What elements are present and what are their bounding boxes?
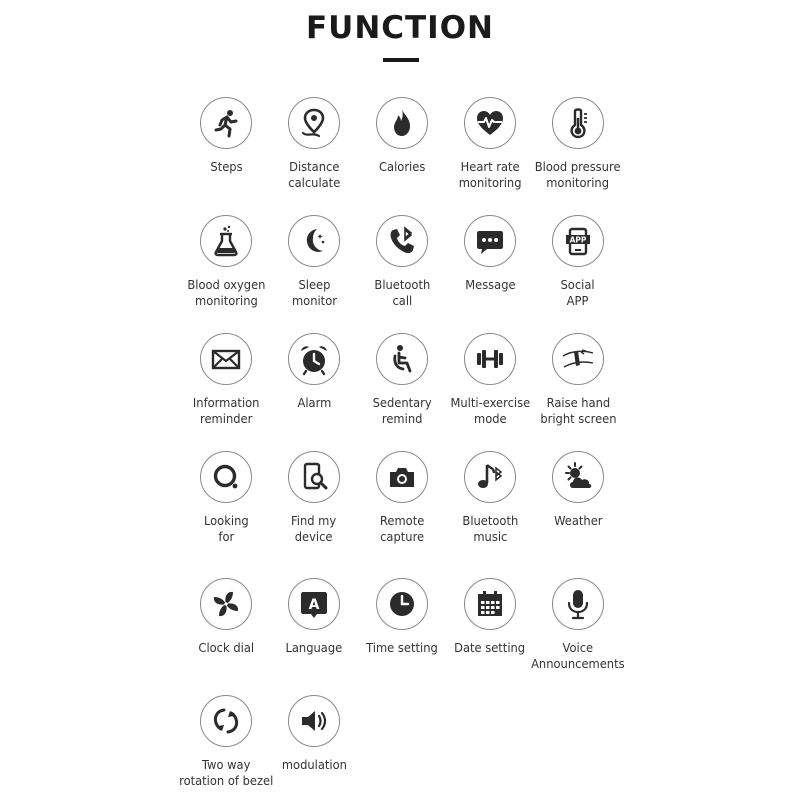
bluetooth-phone-icon: [376, 215, 428, 267]
running-person-icon: [200, 97, 252, 149]
camera-icon: [376, 451, 428, 503]
feature-label-line: Voice: [562, 640, 594, 655]
feature-label-line: APP: [567, 293, 589, 308]
letter-a-icon: [288, 578, 340, 630]
clock-icon: [376, 578, 428, 630]
feature-label-line: Blood pressure: [535, 159, 621, 174]
feature-label-line: Steps: [209, 159, 243, 174]
feature-label-line: modulation: [281, 757, 347, 772]
sun-cloud-icon: [552, 451, 604, 503]
feature-label: [374, 277, 430, 309]
feature-label-line: Message: [464, 277, 516, 292]
feature-label: [193, 395, 260, 427]
feature-label-line: Time setting: [366, 640, 438, 655]
feature-label: [465, 277, 515, 293]
feature-label: [380, 513, 424, 545]
feature-label-line: Sleep: [298, 277, 330, 292]
feature-label: [366, 640, 438, 656]
feature-label: [297, 395, 331, 411]
thermometer-icon: [552, 97, 604, 149]
feature-label-line: Social: [560, 277, 596, 292]
feature-label-line: mode: [473, 411, 507, 426]
feature-label-line: Multi-exercise: [450, 395, 530, 410]
feature-label: [198, 640, 254, 656]
feature-label-line: Date setting: [454, 640, 526, 655]
feature-label-line: bright screen: [539, 411, 617, 426]
feature-label-line: call: [392, 293, 412, 308]
feature-label: [288, 159, 340, 191]
flame-icon: [376, 97, 428, 149]
feature-label-line: Weather: [553, 513, 603, 528]
feature-label: [462, 513, 518, 545]
wrist-watch-icon: [552, 333, 604, 385]
feature-label-line: Bluetooth: [462, 513, 518, 528]
page-title: FUNCTION: [305, 10, 495, 46]
feature-label: [540, 395, 616, 427]
feature-label-line: calculate: [287, 175, 341, 190]
feature-label-line: remind: [381, 411, 423, 426]
feature-label-line: Blood oxygen: [186, 277, 266, 292]
feature-label-line: Announcements: [531, 656, 625, 671]
alarm-clock-icon: [288, 333, 340, 385]
heart-pulse-icon: [464, 97, 516, 149]
feature-label-line: Sedentary: [372, 395, 432, 410]
feature-label: [291, 513, 336, 545]
feature-label-line: rotation of bezel: [178, 773, 274, 788]
feature-label-line: Raise hand: [546, 395, 610, 410]
feature-item: [518, 97, 638, 191]
feature-label-line: Clock dial: [198, 640, 254, 655]
feature-label-line: monitoring: [194, 293, 258, 308]
feature-label-line: Two way: [201, 757, 251, 772]
flask-icon: [200, 215, 252, 267]
feature-label-line: monitoring: [458, 175, 522, 190]
feature-label-line: Remote: [379, 513, 425, 528]
pinwheel-icon: [200, 578, 252, 630]
feature-label-line: Distance: [288, 159, 340, 174]
dumbbell-icon: [464, 333, 516, 385]
feature-label-line: device: [295, 529, 333, 544]
feature-label-line: music: [472, 529, 508, 544]
feature-label: [454, 640, 525, 656]
feature-label: [286, 640, 343, 656]
feature-label: [372, 395, 431, 427]
speaker-icon: [288, 695, 340, 747]
feature-label: [554, 513, 602, 529]
feature-label-line: Language: [285, 640, 343, 655]
feature-label-line: Alarm: [297, 395, 331, 410]
feature-label: [379, 159, 425, 175]
feature-item: [518, 215, 638, 309]
feature-label-line: Looking: [203, 513, 249, 528]
feature-label-line: Calories: [378, 159, 426, 174]
chat-bubble-icon: [464, 215, 516, 267]
feature-label: [535, 159, 621, 191]
moon-stars-icon: [288, 215, 340, 267]
svg-text:A: A: [308, 597, 320, 613]
phone-search-icon: [288, 451, 340, 503]
feature-label-line: Bluetooth: [374, 277, 430, 292]
feature-item: [518, 578, 638, 672]
feature-label: [561, 277, 595, 309]
calendar-icon: [464, 578, 516, 630]
feature-label-line: Find my: [291, 513, 337, 528]
feature-item: [518, 333, 638, 427]
feature-label-line: Information: [192, 395, 260, 410]
microphone-icon: [552, 578, 604, 630]
search-ring-icon: [200, 451, 252, 503]
feature-label: [281, 757, 346, 773]
feature-item: [254, 695, 374, 773]
feature-label-line: monitoring: [546, 175, 610, 190]
feature-label: [459, 159, 522, 191]
feature-label-line: monitor: [291, 293, 337, 308]
music-note-bluetooth-icon: [464, 451, 516, 503]
svg-text:APP: APP: [569, 235, 587, 245]
feature-label: [204, 513, 249, 545]
app-phone-icon: [552, 215, 604, 267]
envelope-icon: [200, 333, 252, 385]
feature-label-line: reminder: [199, 411, 253, 426]
feature-label: [210, 159, 242, 175]
feature-label-line: for: [218, 529, 234, 544]
map-pin-route-icon: [288, 97, 340, 149]
rotate-arrows-icon: [200, 695, 252, 747]
feature-label: [531, 640, 625, 672]
feature-label-line: capture: [379, 529, 425, 544]
feature-label: [291, 277, 336, 309]
title-underline: [383, 58, 419, 62]
seated-person-icon: [376, 333, 428, 385]
feature-label-line: Heart rate: [460, 159, 520, 174]
feature-item: [518, 451, 638, 529]
